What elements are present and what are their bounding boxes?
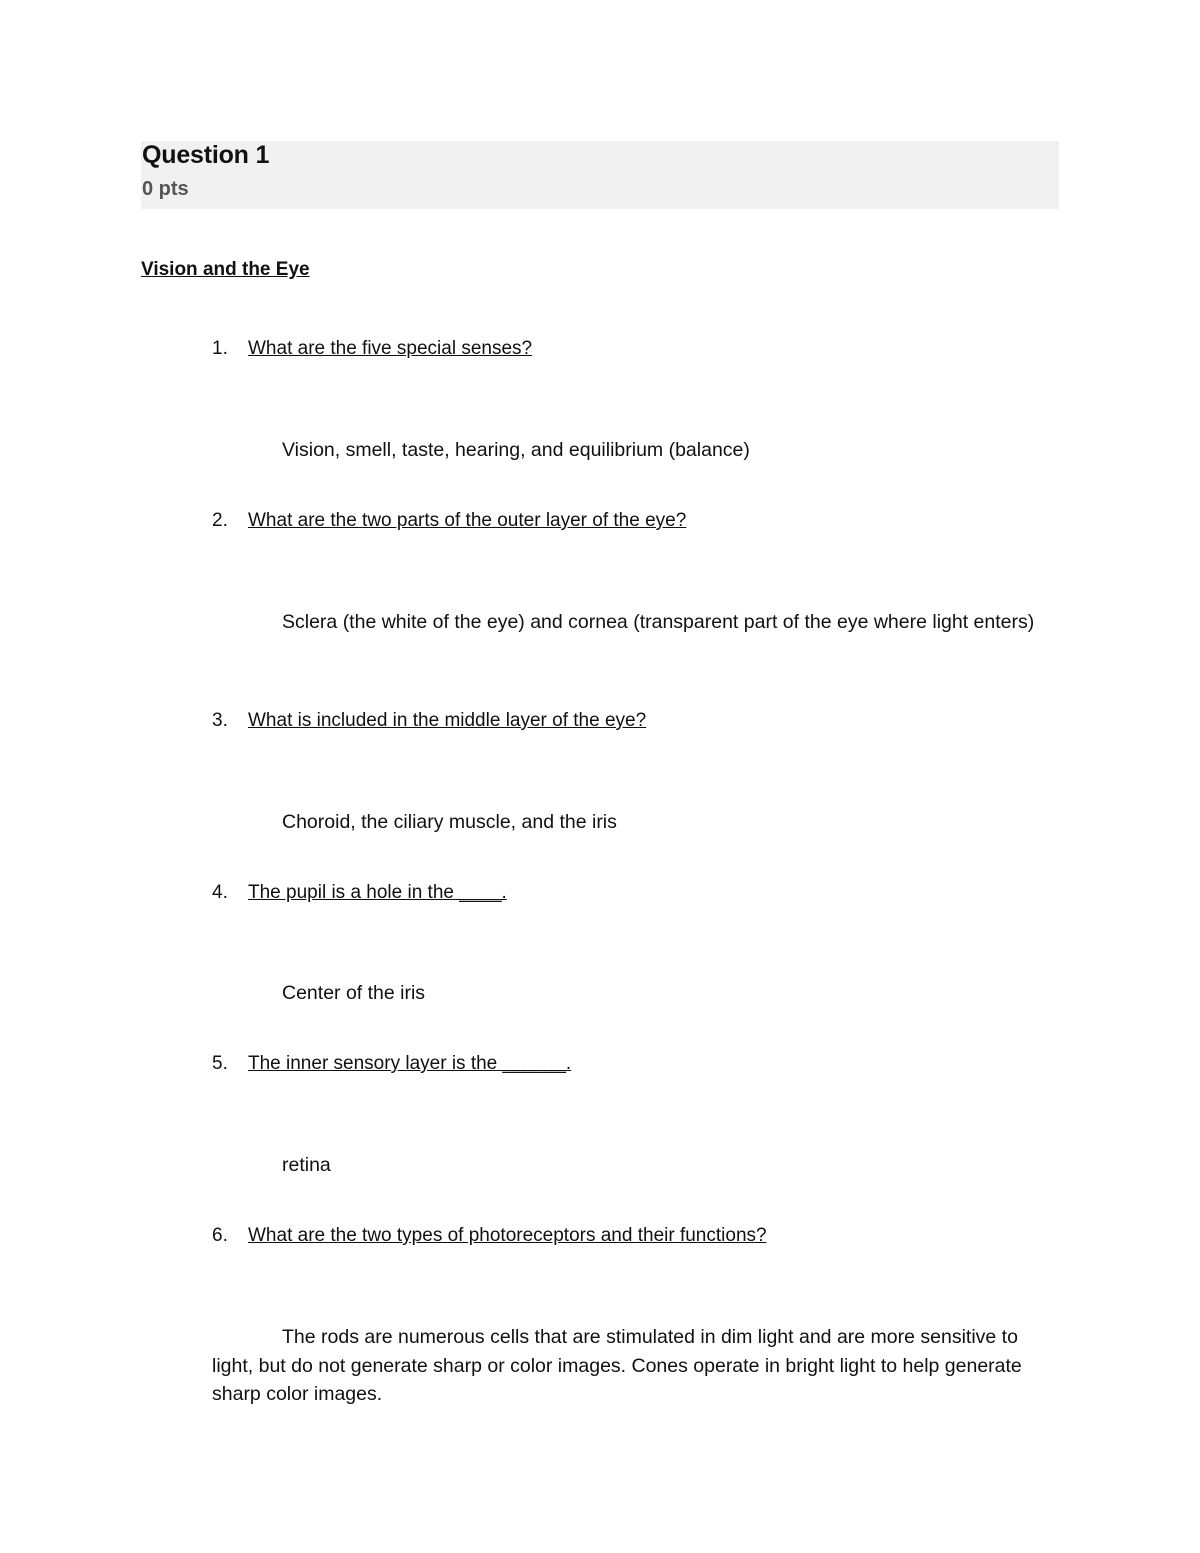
answer-text: Sclera (the white of the eye) and cornea (transparent part of the eye where light enters)	[282, 611, 1035, 633]
answer-text: Choroid, the ciliary muscle, and the iris	[282, 811, 617, 833]
question-text: What are the two types of photoreceptors and their functions?	[248, 1225, 767, 1246]
question-number: 3.	[212, 710, 228, 731]
question-item	[212, 882, 507, 904]
question-title: Question 1	[142, 141, 270, 169]
question-number: 2.	[212, 510, 228, 531]
question-text: The inner sensory layer is the ______.	[248, 1053, 572, 1074]
answer-text: retina	[282, 1154, 331, 1176]
question-item	[212, 338, 532, 360]
question-header	[141, 141, 1059, 209]
question-number: 5.	[212, 1053, 228, 1074]
question-number: 4.	[212, 882, 228, 903]
answer-text: The rods are numerous cells that are stimulated in dim light and are more sensitive to light, but do not generate sharp or color images. Cones operate in bright light to help generate sharp color images.	[212, 1326, 1022, 1405]
question-item	[212, 1225, 767, 1247]
question-text: What is included in the middle layer of the eye?	[248, 710, 647, 731]
question-text: What are the two parts of the outer layer of the eye?	[248, 510, 687, 531]
question-text: The pupil is a hole in the ____.	[248, 882, 507, 903]
question-text: What are the five special senses?	[248, 338, 533, 359]
question-item	[212, 1053, 571, 1075]
question-number: 6.	[212, 1225, 228, 1246]
question-item	[212, 510, 686, 532]
question-item	[212, 710, 646, 732]
answer-text: Vision, smell, taste, hearing, and equilibrium (balance)	[282, 439, 750, 461]
section-title: Vision and the Eye	[141, 259, 310, 280]
question-number: 1.	[212, 338, 228, 359]
answer-text: Center of the iris	[282, 982, 426, 1004]
question-points: 0 pts	[142, 178, 189, 200]
